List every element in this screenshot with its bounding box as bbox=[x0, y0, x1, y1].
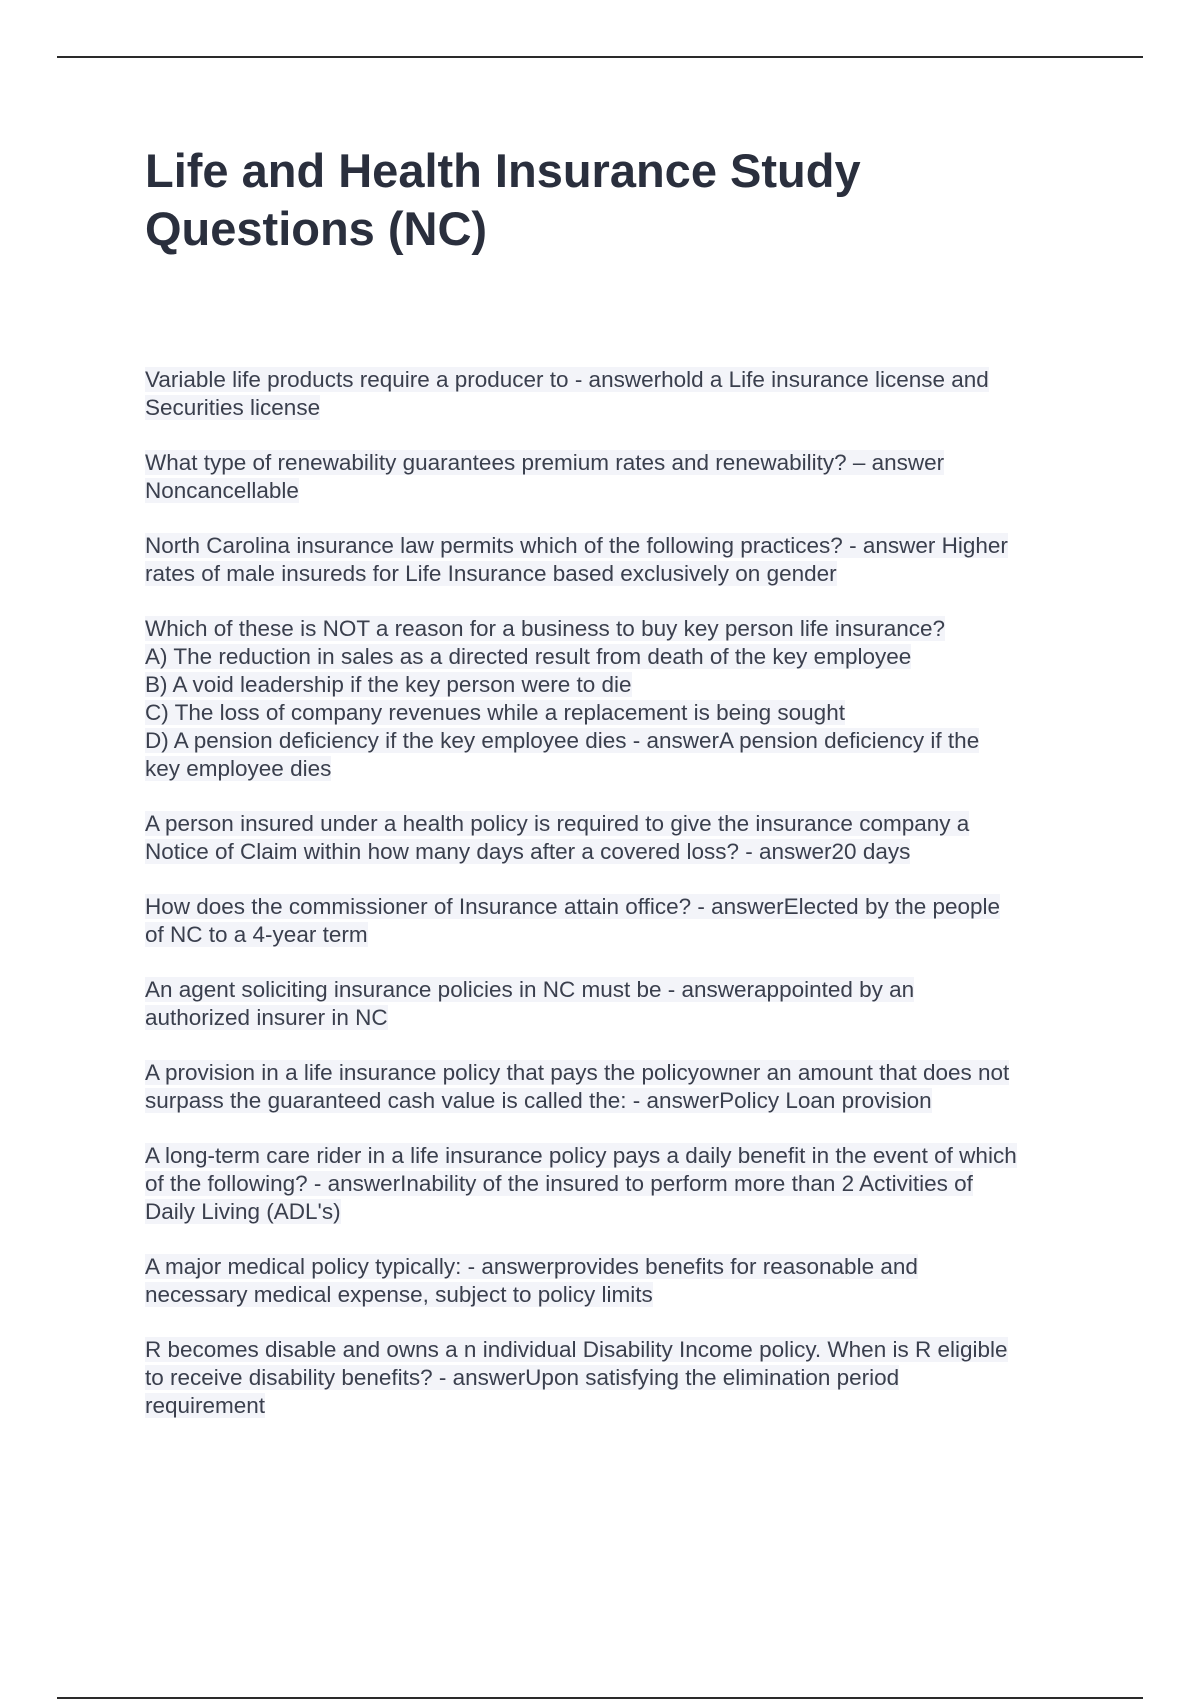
qa-item bbox=[145, 449, 1081, 505]
qa-line-text: authorized insurer in NC bbox=[145, 1005, 388, 1030]
qa-line bbox=[145, 699, 1081, 727]
qa-line-text: A long-term care rider in a life insurance policy pays a daily benefit in the event of which bbox=[145, 1143, 1017, 1168]
qa-line bbox=[145, 1087, 1081, 1115]
qa-line bbox=[145, 838, 1081, 866]
qa-line-text: rates of male insureds for Life Insurance based exclusively on gender bbox=[145, 561, 837, 586]
qa-line-text: requirement bbox=[145, 1393, 266, 1418]
qa-line-text: D) A pension deficiency if the key employee dies - answerA pension deficiency if the bbox=[145, 728, 980, 753]
qa-line-text: surpass the guaranteed cash value is called the: - answerPolicy Loan provision bbox=[145, 1088, 932, 1113]
qa-line-text: key employee dies bbox=[145, 756, 332, 781]
qa-line-text: of NC to a 4-year term bbox=[145, 922, 368, 947]
bottom-divider bbox=[57, 1697, 1143, 1699]
qa-line-text: An agent soliciting insurance policies in NC must be - answerappointed by an bbox=[145, 977, 915, 1002]
qa-line-text: A major medical policy typically: - answerprovides benefits for reasonable and bbox=[145, 1254, 918, 1279]
qa-line-text: Securities license bbox=[145, 395, 321, 420]
qa-item bbox=[145, 532, 1081, 588]
qa-line bbox=[145, 394, 1081, 422]
qa-item bbox=[145, 810, 1081, 866]
qa-line bbox=[145, 1364, 1081, 1392]
question-list bbox=[145, 366, 1081, 1447]
qa-line bbox=[145, 477, 1081, 505]
qa-line bbox=[145, 643, 1081, 671]
qa-line bbox=[145, 560, 1081, 588]
qa-line-text: of the following? - answerInability of the insured to perform more than 2 Activities of bbox=[145, 1171, 973, 1196]
qa-line-text: A provision in a life insurance policy that pays the policyowner an amount that does not bbox=[145, 1060, 1010, 1085]
qa-item bbox=[145, 366, 1081, 422]
qa-line bbox=[145, 1059, 1081, 1087]
qa-item bbox=[145, 615, 1081, 783]
qa-line bbox=[145, 671, 1081, 699]
qa-line-text: necessary medical expense, subject to policy limits bbox=[145, 1282, 653, 1307]
qa-line bbox=[145, 976, 1081, 1004]
qa-line bbox=[145, 532, 1081, 560]
qa-line-text: Variable life products require a producer to - answerhold a Life insurance license and bbox=[145, 367, 989, 392]
qa-line-text: R becomes disable and owns a n individual Disability Income policy. When is R eligible bbox=[145, 1337, 1008, 1362]
qa-line bbox=[145, 755, 1081, 783]
qa-line bbox=[145, 1198, 1081, 1226]
qa-line bbox=[145, 921, 1081, 949]
qa-line bbox=[145, 1142, 1081, 1170]
qa-line-text: B) A void leadership if the key person were to die bbox=[145, 672, 632, 697]
qa-line-text: Notice of Claim within how many days after a covered loss? - answer20 days bbox=[145, 839, 911, 864]
qa-line bbox=[145, 1392, 1081, 1420]
qa-line bbox=[145, 810, 1081, 838]
top-divider bbox=[57, 56, 1143, 58]
qa-line bbox=[145, 727, 1081, 755]
qa-line bbox=[145, 1004, 1081, 1032]
qa-item bbox=[145, 1253, 1081, 1309]
qa-line bbox=[145, 1253, 1081, 1281]
qa-line-text: Daily Living (ADL's) bbox=[145, 1199, 341, 1224]
qa-line bbox=[145, 1281, 1081, 1309]
qa-line bbox=[145, 1336, 1081, 1364]
qa-item bbox=[145, 976, 1081, 1032]
qa-line bbox=[145, 366, 1081, 394]
qa-line-text: Which of these is NOT a reason for a business to buy key person life insurance? bbox=[145, 616, 945, 641]
title-line: Questions (NC) bbox=[145, 202, 488, 255]
qa-line-text: A) The reduction in sales as a directed result from death of the key employee bbox=[145, 644, 912, 669]
qa-line-text: North Carolina insurance law permits which of the following practices? - answer Higher bbox=[145, 533, 1008, 558]
document-title bbox=[145, 142, 1105, 258]
qa-line bbox=[145, 615, 1081, 643]
qa-line-text: to receive disability benefits? - answerUpon satisfying the elimination period bbox=[145, 1365, 900, 1390]
qa-line-text: Noncancellable bbox=[145, 478, 299, 503]
title-line: Life and Health Insurance Study bbox=[145, 144, 861, 197]
qa-line-text: C) The loss of company revenues while a replacement is being sought bbox=[145, 700, 845, 725]
qa-line bbox=[145, 893, 1081, 921]
qa-line-text: How does the commissioner of Insurance attain office? - answerElected by the people bbox=[145, 894, 1001, 919]
qa-line bbox=[145, 449, 1081, 477]
qa-item bbox=[145, 893, 1081, 949]
qa-item bbox=[145, 1059, 1081, 1115]
qa-line-text: What type of renewability guarantees premium rates and renewability? – answer bbox=[145, 450, 945, 475]
qa-line bbox=[145, 1170, 1081, 1198]
qa-item bbox=[145, 1336, 1081, 1420]
qa-item bbox=[145, 1142, 1081, 1226]
qa-line-text: A person insured under a health policy is required to give the insurance company a bbox=[145, 811, 970, 836]
